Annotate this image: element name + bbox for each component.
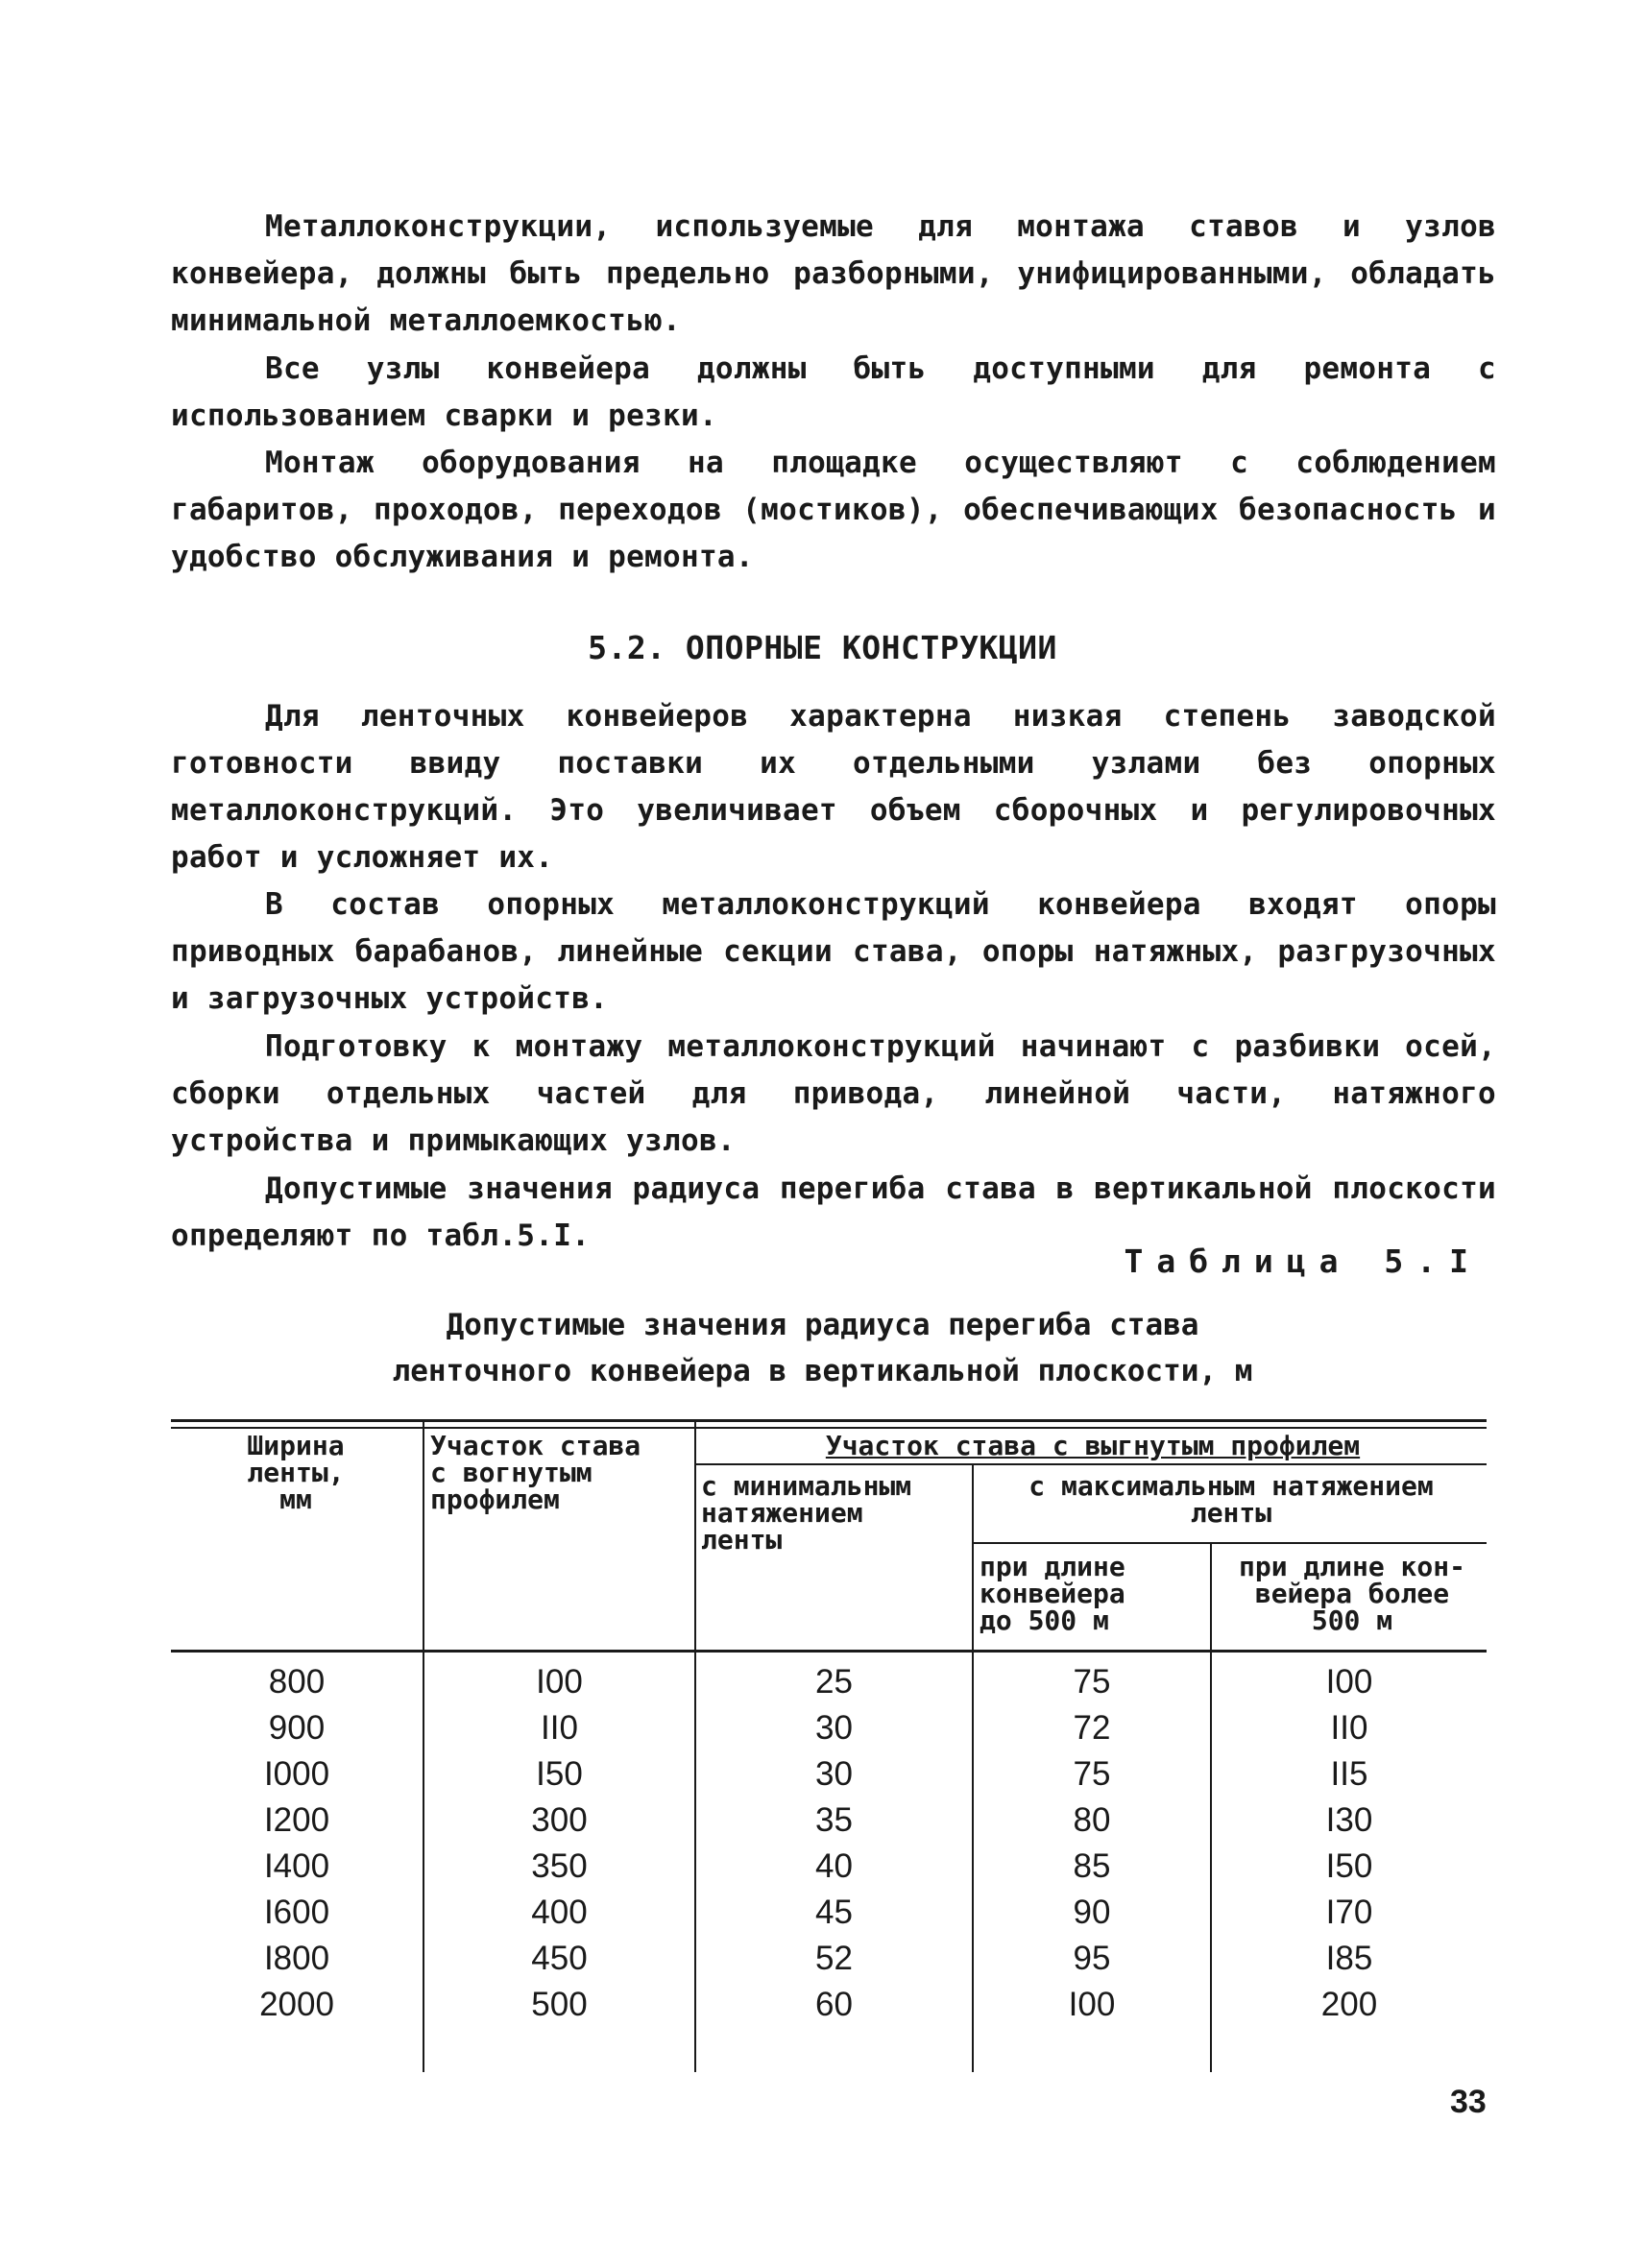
table-cell: 75 — [1073, 1755, 1111, 1793]
radius-table — [171, 1419, 1496, 2082]
table-caption — [0, 1302, 1645, 1394]
table-caption-line-1: Допустимые значения радиуса перегиба става — [446, 1308, 1199, 1342]
table-cell: 90 — [1073, 1894, 1111, 1931]
table-caption-line-2: ленточного конвейера в вертикальной плоскости, м — [392, 1354, 1253, 1388]
table-cell: 300 — [531, 1801, 588, 1839]
table-cell: I000 — [263, 1755, 330, 1793]
convex-header-rule — [695, 1463, 1487, 1465]
paragraph-composition: В состав опорных металлоконструкций конвейера входят опоры приводных барабанов, линейные секции става, опоры натяжных, разгрузочных и загрузочных устройств. — [171, 887, 1496, 1016]
table-cell: 900 — [268, 1709, 326, 1747]
table-header-bottom-rule — [171, 1650, 1487, 1653]
table-cell: I50 — [1325, 1847, 1373, 1885]
table-cell: 52 — [815, 1940, 853, 1977]
table-cell: I00 — [1325, 1663, 1373, 1701]
table-cell: I600 — [263, 1894, 330, 1931]
paragraph-preparation: Подготовку к монтажу металлоконструкций начинают с разбивки осей, сборки отдельных частей для привода, линейной части, натяжного устройства и примыкающих узлов. — [171, 1029, 1496, 1158]
header-min-tension: с минимальным натяжением ленты — [701, 1470, 912, 1556]
table-cell: 95 — [1073, 1940, 1111, 1977]
table-cell: I200 — [263, 1801, 330, 1839]
table-cell: 30 — [815, 1709, 853, 1747]
max-tension-header-rule — [973, 1542, 1487, 1544]
header-concave-section: Участок става с вогнутым профилем — [430, 1430, 641, 1515]
table-cell: 200 — [1320, 1986, 1378, 2023]
table-cell: 400 — [531, 1894, 588, 1931]
table-top-rule — [171, 1419, 1487, 1422]
table-cell: I85 — [1325, 1940, 1373, 1977]
table-cell: I50 — [536, 1755, 583, 1793]
table-cell: I800 — [263, 1940, 330, 1977]
table-cell: 75 — [1073, 1663, 1111, 1701]
paragraph-metal-structures: Металлоконструкции, используемые для монтажа ставов и узлов конвейера, должны быть предельно разборными, унифицированными, обладать минимальной металлоемкостью. — [171, 209, 1496, 338]
table-cell: 500 — [531, 1986, 588, 2023]
table-cell: 80 — [1073, 1801, 1111, 1839]
header-max-tension: с максимальным натяжением ленты — [1028, 1470, 1434, 1529]
table-cell: 45 — [815, 1894, 853, 1931]
table-label: Таблица 5.I — [1124, 1243, 1482, 1280]
table-cell: II0 — [541, 1709, 578, 1747]
table-cell: 800 — [268, 1663, 326, 1701]
header-length-up-to-500: при длине конвейера до 500 м — [980, 1551, 1125, 1636]
table-cell: 60 — [815, 1986, 853, 2023]
table-cell: 350 — [531, 1847, 588, 1885]
header-length-over-500: при длине кон- вейера более 500 м — [1238, 1551, 1465, 1636]
header-belt-width: Ширина ленты, мм — [247, 1430, 345, 1515]
paragraph-repair-access: Все узлы конвейера должны быть доступными для ремонта с использованием сварки и резки. — [171, 351, 1496, 433]
table-cell: I30 — [1325, 1801, 1373, 1839]
table-cell: I00 — [1068, 1986, 1116, 2023]
page-number: 33 — [1450, 2084, 1487, 2120]
paragraph-readiness: Для ленточных конвейеров характерна низкая степень заводской готовности ввиду поставки их отдельными узлами без опорных металлоконструкций. Это увеличивает объем сборочных и регулировочных работ и усложняет их. — [171, 699, 1496, 875]
paragraph-installation: Монтаж оборудования на площадке осуществляют с соблюдением габаритов, проходов, переходов (мостиков), обеспечивающих безопасность и удобство обслуживания и ремонта. — [171, 446, 1496, 574]
table-top-rule-2 — [171, 1427, 1487, 1429]
table-cell: II5 — [1330, 1755, 1368, 1793]
table-cell: 25 — [815, 1663, 853, 1701]
header-convex-section: Участок става с выгнутым профилем — [825, 1430, 1361, 1461]
table-cell: II0 — [1330, 1709, 1368, 1747]
paragraph-radius-reference: Допустимые значения радиуса перегиба става в вертикальной плоскости определяют по табл.5.I. — [171, 1171, 1496, 1253]
table-cell: I00 — [536, 1663, 583, 1701]
table-cell: I70 — [1325, 1894, 1373, 1931]
section-heading: 5.2. ОПОРНЫЕ КОНСТРУКЦИИ — [588, 629, 1057, 666]
table-cell: 85 — [1073, 1847, 1111, 1885]
table-cell: 35 — [815, 1801, 853, 1839]
table-cell: I400 — [263, 1847, 330, 1885]
table-cell: 30 — [815, 1755, 853, 1793]
table-cell: 72 — [1073, 1709, 1111, 1747]
table-cell: 450 — [531, 1940, 588, 1977]
table-cell: 40 — [815, 1847, 853, 1885]
table-cell: 2000 — [259, 1986, 334, 2023]
